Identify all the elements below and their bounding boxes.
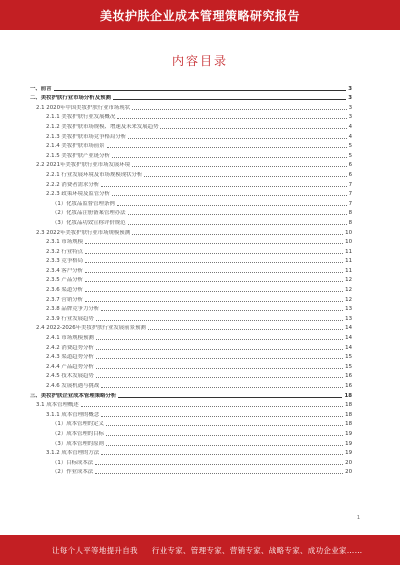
toc-entry-page: 18: [345, 402, 352, 409]
toc-leader-dots: [132, 166, 346, 167]
toc-entry-page: 10: [345, 229, 352, 236]
toc-entry[interactable]: [30, 159, 352, 169]
toc-leader-dots: [81, 406, 344, 407]
toc-entry-title: 2.3.2 行业特点: [46, 248, 83, 255]
toc-leader-dots: [96, 349, 343, 350]
toc-entry[interactable]: [30, 255, 352, 265]
toc-entry-page: 8: [348, 219, 352, 226]
table-of-contents: [30, 82, 352, 475]
report-footer-bar: [0, 535, 400, 565]
toc-entry-title: （1）化妆品监督管理条例: [52, 200, 115, 207]
toc-entry-page: 19: [345, 440, 352, 447]
toc-entry-page: 14: [345, 344, 352, 351]
toc-entry-page: 18: [344, 392, 352, 399]
page-number: 1: [356, 515, 360, 521]
toc-entry-page: 19: [345, 430, 352, 437]
toc-leader-dots: [96, 339, 343, 340]
toc-entry-page: 13: [345, 306, 352, 313]
toc-entry-page: 13: [345, 315, 352, 322]
toc-entry[interactable]: [30, 341, 352, 351]
report-header-bar: [0, 0, 400, 30]
toc-entry-page: 4: [348, 133, 352, 140]
toc-entry[interactable]: [30, 456, 352, 466]
toc-entry-page: 18: [345, 421, 352, 428]
toc-leader-dots: [85, 291, 343, 292]
toc-entry-page: 3: [348, 95, 352, 102]
toc-entry-title: 三、美妆护肤企业成本管理策略分析: [30, 392, 117, 399]
toc-entry-page: 4: [348, 123, 352, 130]
toc-entry-title: 2.1 2020年中国美妆护肤行业市场现状: [36, 104, 131, 111]
toc-entry-title: 2.3.7 营销分析: [46, 296, 83, 303]
toc-entry-page: 18: [345, 411, 352, 418]
toc-entry-page: 20: [345, 459, 352, 466]
toc-leader-dots: [85, 301, 343, 302]
toc-entry[interactable]: [30, 245, 352, 255]
toc-entry-page: 11: [345, 248, 352, 255]
toc-leader-dots: [106, 445, 343, 446]
toc-entry-page: 5: [348, 143, 352, 150]
toc-entry-title: （1）目标成本法: [52, 459, 94, 466]
toc-entry-title: 2.3.5 产品分析: [46, 277, 83, 284]
toc-entry-title: 2.4.2 消费趋势分析: [46, 344, 94, 351]
toc-entry-page: 3: [348, 85, 352, 92]
toc-entry-page: 6: [348, 171, 352, 178]
toc-entry-title: 一、前言: [30, 85, 52, 92]
toc-entry[interactable]: [30, 399, 352, 409]
toc-entry[interactable]: [30, 303, 352, 313]
toc-leader-dots: [132, 109, 346, 110]
toc-leader-dots: [96, 368, 343, 369]
toc-entry-title: 2.4.6 发展机遇与挑战: [46, 383, 100, 389]
toc-entry[interactable]: [30, 236, 352, 246]
toc-entry-title: （3）化妆品功效宣称评价规范: [52, 219, 126, 226]
toc-leader-dots: [117, 118, 346, 119]
toc-entry[interactable]: [30, 389, 352, 399]
toc-leader-dots: [101, 454, 343, 455]
toc-leader-dots: [85, 243, 343, 244]
toc-entry-title: 2.3.8 品牌竞争力分析: [46, 306, 100, 313]
toc-entry-title: 2.4 2022-2026年美妆护肤行业发展前景预测: [36, 325, 146, 332]
document-page: [0, 30, 400, 535]
toc-entry-page: 7: [348, 181, 352, 188]
toc-entry-page: 10: [345, 239, 352, 246]
toc-heading: 内容目录: [171, 54, 228, 68]
toc-leader-dots: [148, 329, 343, 330]
toc-entry[interactable]: [30, 149, 352, 159]
toc-entry[interactable]: [30, 197, 352, 207]
toc-entry[interactable]: [30, 188, 352, 198]
toc-entry[interactable]: [30, 427, 352, 437]
toc-entry-page: 7: [348, 191, 352, 198]
toc-entry-page: 16: [345, 383, 352, 389]
toc-entry-title: 2.3.4 客户分析: [46, 267, 83, 274]
toc-entry-page: 15: [345, 363, 352, 370]
toc-entry[interactable]: [30, 437, 352, 447]
toc-leader-dots: [128, 224, 347, 225]
toc-leader-dots: [101, 186, 346, 187]
toc-entry-title: （1）成本管理的定义: [52, 421, 104, 428]
toc-entry[interactable]: [30, 92, 352, 102]
toc-leader-dots: [85, 253, 343, 254]
toc-entry-title: 2.2 2021年美妆护肤行业市场发展环境: [36, 162, 131, 169]
toc-entry-page: 12: [345, 287, 352, 294]
toc-entry-page: 20: [345, 469, 352, 476]
toc-leader-dots: [85, 262, 343, 263]
toc-leader-dots: [54, 90, 347, 91]
toc-entry-title: （2）作业成本法: [52, 469, 94, 476]
toc-entry-title: 2.3.3 竞争格局: [46, 258, 83, 265]
toc-entry-title: （3）成本管理的原则: [52, 440, 104, 447]
toc-entry-title: 3.1.2 成本管理的方法: [46, 450, 100, 457]
toc-leader-dots: [101, 387, 343, 388]
toc-entry[interactable]: [30, 226, 352, 236]
toc-entry-title: 2.3.6 渠道分析: [46, 287, 83, 294]
toc-entry-page: 8: [348, 210, 352, 217]
toc-entry[interactable]: [30, 312, 352, 322]
toc-entry-page: 15: [345, 354, 352, 361]
toc-entry-title: 2.3 2022年美妆护肤行业市场规模预测: [36, 229, 131, 236]
toc-entry-title: 2.2.3 政策环境及监管分析: [46, 191, 110, 198]
toc-entry[interactable]: [30, 418, 352, 428]
toc-leader-dots: [95, 473, 343, 474]
toc-entry[interactable]: [30, 379, 352, 389]
toc-leader-dots: [118, 397, 342, 398]
report-title: 美妆护肤企业成本管理策略研究报告: [99, 8, 300, 23]
toc-entry-page: 14: [345, 335, 352, 342]
toc-entry-page: 12: [345, 296, 352, 303]
footer-experts: 行业专家、管理专家、营销专家、战略专家、成功企业家……: [151, 545, 363, 555]
toc-entry[interactable]: [30, 408, 352, 418]
toc-entry-page: 14: [345, 325, 352, 332]
toc-leader-dots: [85, 272, 343, 273]
toc-entry[interactable]: [30, 140, 352, 150]
toc-entry[interactable]: [30, 168, 352, 178]
toc-entry[interactable]: [30, 331, 352, 341]
toc-entry-page: 12: [345, 277, 352, 284]
toc-entry-page: 3: [348, 114, 352, 121]
toc-entry-page: 5: [348, 152, 352, 159]
toc-leader-dots: [96, 320, 343, 321]
toc-entry[interactable]: [30, 360, 352, 370]
toc-entry[interactable]: [30, 293, 352, 303]
toc-entry[interactable]: [30, 351, 352, 361]
toc-entry[interactable]: [30, 322, 352, 332]
toc-entry-title: 2.1.1 美妆护肤行业发展概况: [46, 114, 116, 121]
toc-entry-page: 3: [348, 104, 352, 111]
toc-leader-dots: [160, 128, 346, 129]
toc-entry[interactable]: [30, 178, 352, 188]
toc-entry[interactable]: [30, 111, 352, 121]
toc-leader-dots: [101, 310, 343, 311]
toc-leader-dots: [112, 157, 347, 158]
toc-leader-dots: [112, 195, 347, 196]
toc-leader-dots: [117, 205, 347, 206]
toc-leader-dots: [128, 214, 347, 215]
toc-entry[interactable]: [30, 370, 352, 380]
toc-leader-dots: [106, 425, 343, 426]
toc-entry[interactable]: [30, 82, 352, 92]
toc-entry-page: 19: [345, 450, 352, 457]
toc-entry-title: 2.1.3 美妆护肤市场竞争格局分析: [46, 133, 127, 140]
toc-entry[interactable]: [30, 216, 352, 226]
toc-entry-title: 2.1.5 美妆护肤产业链分析: [46, 152, 110, 159]
toc-entry-page: 7: [348, 200, 352, 207]
toc-entry-title: （2）化妆品注册备案管理办法: [52, 210, 126, 217]
toc-entry-title: 2.1.4 美妆护肤市场前景: [46, 143, 105, 150]
toc-entry[interactable]: [30, 130, 352, 140]
toc-leader-dots: [106, 435, 343, 436]
toc-entry[interactable]: [30, 264, 352, 274]
toc-leader-dots: [144, 176, 346, 177]
toc-leader-dots: [128, 138, 346, 139]
toc-entry[interactable]: [30, 120, 352, 130]
toc-entry-title: 2.2.2 消费者需求分析: [46, 181, 100, 188]
toc-entry-title: 3.1.1 成本管理的概念: [46, 411, 100, 418]
toc-entry[interactable]: [30, 274, 352, 284]
toc-leader-dots: [96, 358, 343, 359]
toc-entry-page: 11: [345, 267, 352, 274]
toc-entry[interactable]: [30, 283, 352, 293]
footer-slogan: 让每个人平等地提升自我: [52, 545, 138, 555]
toc-leader-dots: [95, 464, 343, 465]
toc-leader-dots: [132, 234, 343, 235]
toc-entry-title: 2.4.1 市场规模预测: [46, 335, 94, 342]
toc-entry-title: （2）成本管理的目标: [52, 430, 104, 437]
toc-entry[interactable]: [30, 466, 352, 476]
toc-entry[interactable]: [30, 207, 352, 217]
toc-entry-title: 二、美妆护肤行业市场分析及预测: [30, 95, 111, 102]
toc-entry[interactable]: [30, 447, 352, 457]
toc-entry-title: 2.4.4 产品趋势分析: [46, 363, 94, 370]
toc-entry-title: 2.4.5 技术发展趋势: [46, 373, 94, 380]
toc-leader-dots: [101, 416, 343, 417]
toc-entry-title: 2.4.3 渠道趋势分析: [46, 354, 94, 361]
toc-entry-title: 2.2.1 行业发展环境及市场规模现状分析: [46, 171, 143, 178]
toc-leader-dots: [113, 99, 346, 100]
toc-entry-title: 2.3.9 行业发展趋势: [46, 315, 94, 322]
toc-leader-dots: [85, 281, 343, 282]
toc-entry[interactable]: [30, 101, 352, 111]
toc-entry-title: 2.1.2 美妆护肤市场规模、增速及未来发展趋势: [46, 123, 159, 130]
toc-entry-page: 11: [345, 258, 352, 265]
toc-entry-page: 16: [345, 373, 352, 380]
toc-entry-title: 2.3.1 市场规模: [46, 239, 83, 246]
toc-entry-title: 3.1 成本管理概述: [36, 402, 79, 409]
toc-leader-dots: [96, 377, 343, 378]
toc-entry-page: 6: [348, 162, 352, 169]
toc-leader-dots: [107, 147, 347, 148]
